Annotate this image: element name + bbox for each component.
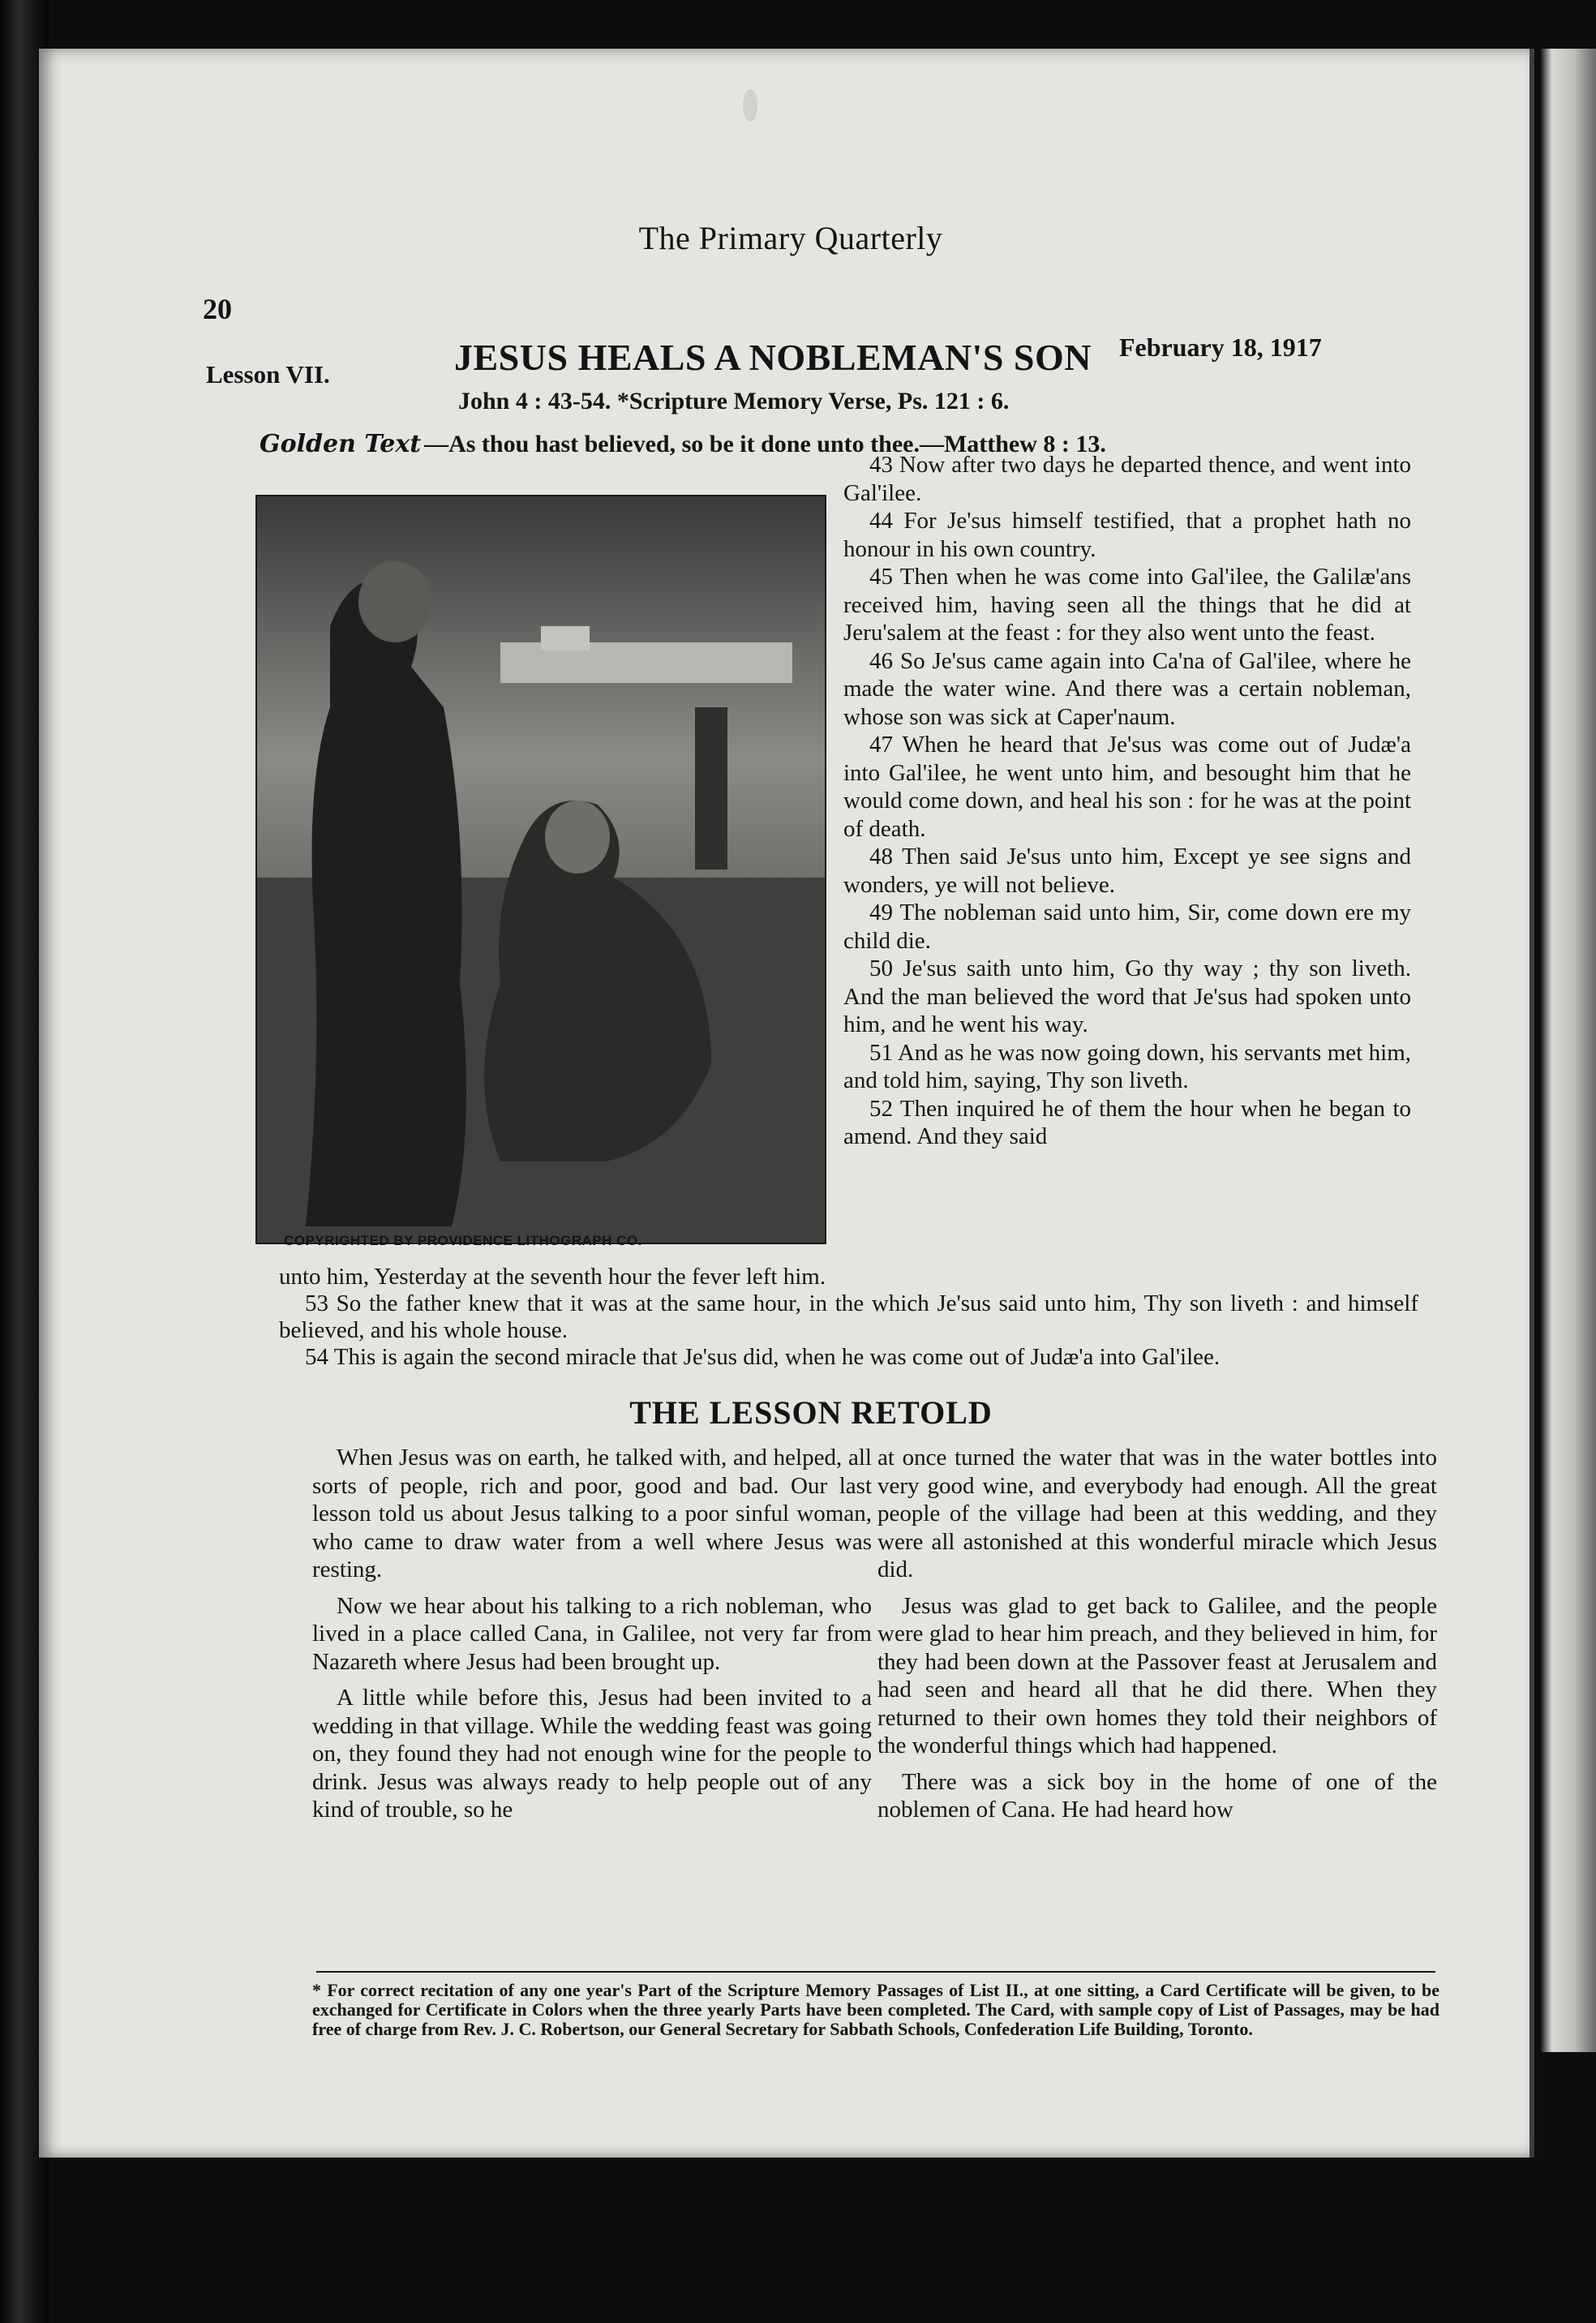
retold-paragraph: Jesus was glad to get back to Galilee, and the people were glad to hear him preach, and they believed in him, for they had been down at the Passover feast at Jerusalem and had seen and heard all that he did there. When they returned to their own homes they told their neighbors of the wonderful things which had happened.	[877, 1592, 1437, 1758]
illustration-caption: COPYRIGHTED BY PROVIDENCE LITHOGRAPH CO.	[284, 1233, 642, 1248]
retold-right-column	[877, 1444, 1437, 1832]
retold-paragraph: When Jesus was on earth, he talked with, and helped, all sorts of people, rich and poor, good and bad. Our last lesson told us about Jesus talking to a poor sinful woman, who came to draw water from a well where Jesus was resting.	[312, 1445, 872, 1582]
illustration-engraving	[257, 496, 825, 1243]
verse-46: 46 So Je'sus came again into Ca'na of Gal'ilee, where he made the water wine. And there was a certain nobleman, whose son was sick at Caper'naum.	[843, 647, 1411, 730]
illustration	[255, 495, 826, 1244]
retold-paragraph: Now we hear about his talking to a rich nobleman, who lived in a place called Cana, in Galilee, not very far from Nazareth where Jesus had been brought up.	[312, 1592, 872, 1675]
running-title: The Primary Quarterly	[638, 220, 943, 256]
lesson-label: Lesson VII.	[206, 360, 330, 389]
verse-44: 44 For Je'sus himself testified, that a prophet hath no honour in his own country.	[843, 508, 1411, 562]
verses-beside-picture	[843, 451, 1411, 1151]
page-number: 20	[203, 293, 232, 325]
lesson-title: JESUS HEALS A NOBLEMAN'S SON	[454, 337, 1092, 378]
retold-paragraph: There was a sick boy in the home of one of the noblemen of Cana. He had heard how	[877, 1768, 1437, 1823]
verse-52-continued: unto him, Yesterday at the seventh hour the fever left him.	[279, 1264, 826, 1290]
verse-43: 43 Now after two days he departed thence, and went into Gal'ilee.	[843, 452, 1411, 506]
verses-full-width	[279, 1264, 1418, 1371]
golden-text-body: —As thou hast believed, so be it done unto thee.—Matthew 8 : 13.	[424, 431, 1106, 457]
lesson-date: February 18, 1917	[1119, 333, 1322, 362]
retold-title: THE LESSON RETOLD	[629, 1394, 993, 1431]
retold-paragraph: A little while before this, Jesus had been invited to a wedding in that village. While the wedding feast was going on, they found they had not enough wine for the people to drink. Jesus was always ready to help people out of any kind of trouble, so he	[312, 1685, 872, 1823]
retold-left-column	[312, 1444, 872, 1832]
footnote-rule	[316, 1971, 1435, 1973]
footnote: * For correct recitation of any one year's Part of the Scripture Memory Passages of List II., at one sitting, a Card Certificate will be given, to be exchanged for Certificate in Colors when the three yearly Parts have been completed. The Card, with sample copy of List of Passages, may be had free of charge from Rev. J. C. Robertson, our General Secretary for Sabbath Schools, Confederation Life Building, Toronto.	[312, 1980, 1439, 2039]
clip-mark	[743, 89, 757, 122]
verse-48: 48 Then said Je'sus unto him, Except ye see signs and wonders, ye will not believe.	[843, 844, 1411, 898]
retold-paragraph: at once turned the water that was in the water bottles into very good wine, and everybody had enough. All the great people of the village had been at this wedding, and they were all astonished at this wonderful miracle which Jesus did.	[877, 1445, 1437, 1582]
next-page-edge	[1541, 49, 1596, 2052]
verse-45: 45 Then when he was come into Gal'ilee, the Galilæ'ans received him, having seen all the things that he did at Jeru'salem at the feast : for they also went unto the feast.	[843, 564, 1411, 646]
verse-52: 52 Then inquired he of them the hour when he began to amend. And they said	[843, 1095, 1411, 1149]
verse-53: 53 So the father knew that it was at the same hour, in the which Je'sus said unto him, Thy son liveth : and himself believed, and his whole house.	[279, 1290, 1418, 1343]
verse-54: 54 This is again the second miracle that Je'sus did, when he was come out of Judæ'a into Gal'ilee.	[305, 1344, 1221, 1370]
scripture-reference: John 4 : 43-54. *Scripture Memory Verse, Ps. 121 : 6.	[458, 388, 1010, 414]
verse-49: 49 The nobleman said unto him, Sir, come down ere my child die.	[843, 900, 1411, 954]
golden-text-label: Golden Text	[260, 430, 422, 458]
verse-47: 47 When he heard that Je'sus was come out of Judæ'a into Gal'ilee, he went unto him, and besought him that he would come down, and heal his son : for he was at the point of death.	[843, 732, 1411, 842]
verse-50: 50 Je'sus saith unto him, Go thy way ; thy son liveth. And the man believed the word that Je'sus had spoken unto him, and he went his way.	[843, 955, 1411, 1037]
verse-51: 51 And as he was now going down, his servants met him, and told him, saying, Thy son liveth.	[843, 1039, 1411, 1093]
